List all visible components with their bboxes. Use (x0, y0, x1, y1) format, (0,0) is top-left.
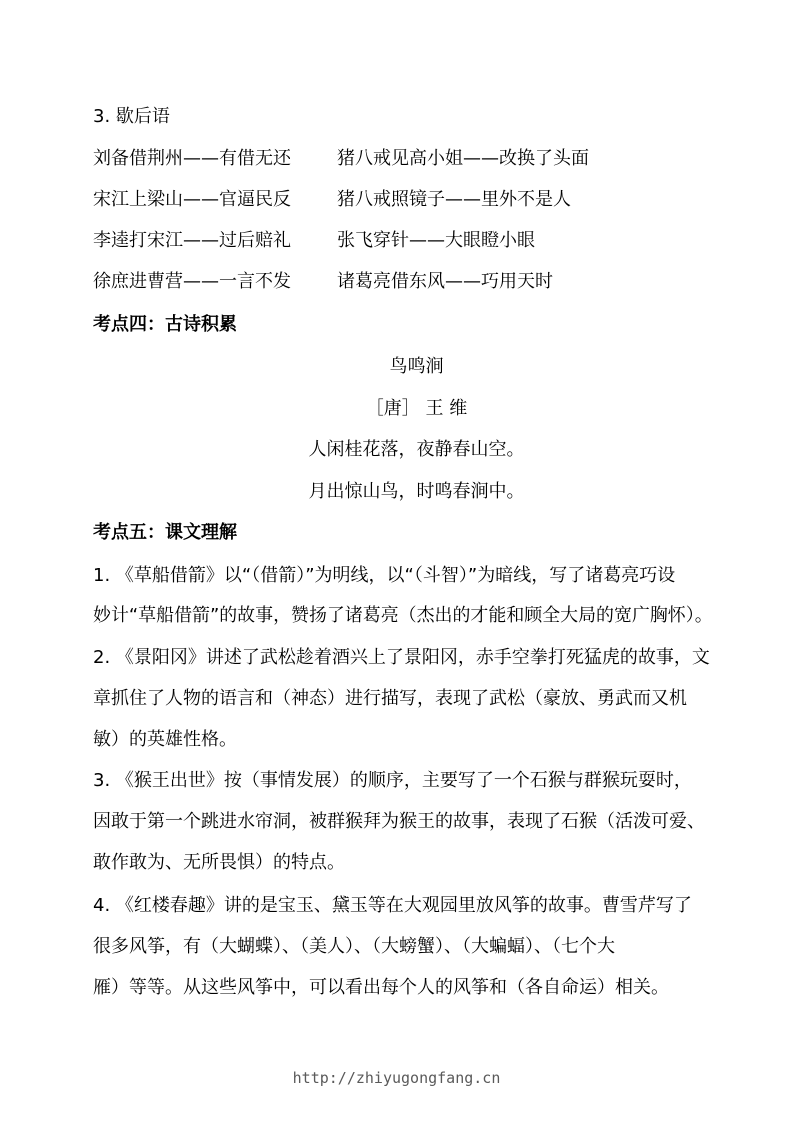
xiehouyu-right-2: 猪八戒照镜子——里外不是人 (337, 189, 571, 210)
kaodian-5-line-10: 很多风筝，有（大蝴蝶）、（美人）、（大螃蟹）、（大蝙蝠）、（七个大 (93, 936, 615, 957)
poem-line-1: 人闲桂花落，夜静春山空。 (308, 439, 525, 460)
kaodian-5-heading: 考点五：课文理解 (93, 522, 237, 543)
xiehouyu-left-2: 宋江上梁山——官逼民反 (93, 189, 291, 210)
poem-author: ［唐］ 王 维 (365, 398, 468, 419)
xiehouyu-left-4: 徐庶进曹营——一言不发 (93, 271, 291, 292)
kaodian-5-line-9: 4. 《红楼春趣》讲的是宝玉、黛玉等在大观园里放风筝的故事。曹雪芹写了 (93, 895, 692, 916)
kaodian-5-line-3: 2. 《景阳冈》讲述了武松趁着酒兴上了景阳冈，赤手空拳打死猛虎的故事，文 (93, 647, 710, 668)
kaodian-5-line-11: 雁）等等。从这些风筝中，可以看出每个人的风筝和（各自命运）相关。 (93, 977, 669, 998)
kaodian-5-line-4: 章抓住了人物的语言和（神态）进行描写，表现了武松（豪放、勇武而又机 (93, 688, 687, 709)
xiehouyu-left-3: 李逵打宋江——过后赔礼 (93, 230, 291, 251)
kaodian-4-heading: 考点四：古诗积累 (93, 314, 237, 335)
kaodian-5-line-5: 敏）的英雄性格。 (93, 729, 237, 750)
xiehouyu-right-1: 猪八戒见高小姐——改换了头面 (337, 148, 589, 169)
xiehouyu-right-4: 诸葛亮借东风——巧用天时 (337, 271, 553, 292)
kaodian-5-line-7: 因敢于第一个跳进水帘洞，被群猴拜为猴王的故事，表现了石猴（活泼可爱、 (93, 811, 705, 832)
footer-url: http://zhiyugongfang.cn (292, 1069, 501, 1087)
section-3-title: 3. 歇后语 (93, 106, 170, 127)
kaodian-5-line-8: 敢作敢为、无所畏惧）的特点。 (93, 852, 345, 873)
kaodian-5-line-6: 3. 《猴王出世》按（事情发展）的顺序，主要写了一个石猴与群猴玩耍时， (93, 770, 692, 791)
poem-title: 鸟鸣涧 (389, 356, 444, 377)
xiehouyu-right-3: 张飞穿针——大眼瞪小眼 (337, 230, 535, 251)
kaodian-5-line-2: 妙计“草船借箭”的故事，赞扬了诸葛亮（杰出的才能和顾全大局的宽广胸怀）。 (93, 605, 713, 626)
xiehouyu-left-1: 刘备借荆州——有借无还 (93, 148, 291, 169)
poem-line-2: 月出惊山鸟，时鸣春涧中。 (308, 481, 525, 502)
kaodian-5-line-1: 1. 《草船借箭》以“（借箭）”为明线，以“（斗智）”为暗线，写了诸葛亮巧设 (93, 565, 676, 586)
